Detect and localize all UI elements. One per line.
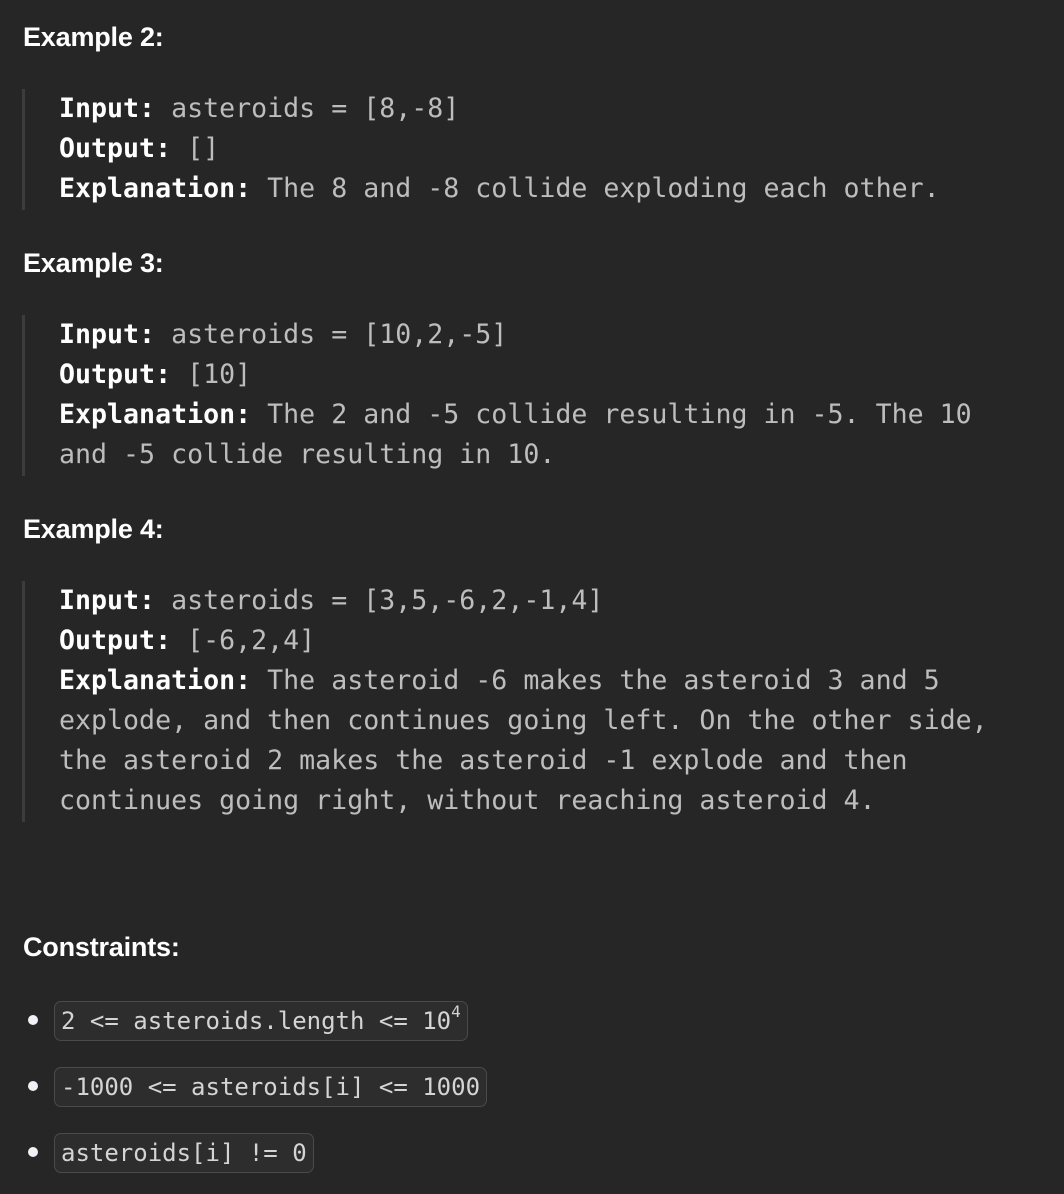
example-4-output-line xyxy=(59,621,1059,661)
input-value: asteroids = [10,2,-5] xyxy=(171,319,508,350)
example-3-output-line xyxy=(59,355,1059,395)
constraints-title: Constraints: xyxy=(23,932,180,962)
output-label: Output: xyxy=(59,359,172,390)
explanation-text: The 2 and -5 collide resulting in -5. The 10 xyxy=(267,399,972,430)
example-2-output-line xyxy=(59,129,1059,169)
example-4-block xyxy=(22,581,1059,822)
explanation-text: The asteroid -6 makes the asteroid 3 and 5 xyxy=(267,665,940,696)
example-3-explanation-line xyxy=(59,395,1059,435)
output-value: [-6,2,4] xyxy=(187,625,316,656)
input-label: Input: xyxy=(59,585,156,616)
explanation-text-continued: explode, and then continues going left. On the other side, xyxy=(59,705,988,736)
constraint-text: 2 <= asteroids.length <= 10 xyxy=(61,1007,452,1035)
input-label: Input: xyxy=(59,319,156,350)
example-3-block xyxy=(22,315,1059,476)
explanation-text: The 8 and -8 collide exploding each other. xyxy=(267,173,940,204)
constraint-code xyxy=(54,1067,487,1107)
constraint-exponent: 4 xyxy=(451,1002,461,1021)
example-4-explanation-line xyxy=(59,661,1059,701)
input-value: asteroids = [3,5,-6,2,-1,4] xyxy=(171,585,604,616)
example-4-title: Example 4: xyxy=(23,514,164,544)
output-label: Output: xyxy=(59,133,172,164)
constraint-text: asteroids[i] != 0 xyxy=(61,1139,307,1167)
constraint-text: -1000 <= asteroids[i] <= 1000 xyxy=(61,1073,481,1101)
example-2-input-line xyxy=(59,89,1059,129)
constraint-code xyxy=(54,1133,314,1173)
example-3-title: Example 3: xyxy=(23,248,164,278)
explanation-label: Explanation: xyxy=(59,399,252,430)
example-2-explanation-line xyxy=(59,169,1059,209)
example-4-input-line xyxy=(59,581,1059,621)
example-2-title: Example 2: xyxy=(23,22,164,52)
input-label: Input: xyxy=(59,93,156,124)
example-3-input-line xyxy=(59,315,1059,355)
explanation-text-continued: continues going right, without reaching asteroid 4. xyxy=(59,785,876,816)
output-label: Output: xyxy=(59,625,172,656)
constraint-code xyxy=(54,1001,468,1041)
bullet-icon xyxy=(28,1081,38,1091)
explanation-label: Explanation: xyxy=(59,173,252,204)
output-value: [] xyxy=(187,133,220,164)
example-2-block xyxy=(22,89,1059,210)
explanation-label: Explanation: xyxy=(59,665,252,696)
explanation-text-continued: the asteroid 2 makes the asteroid -1 explode and then xyxy=(59,745,908,776)
bullet-icon xyxy=(28,1015,38,1025)
explanation-text-continued: and -5 collide resulting in 10. xyxy=(59,439,556,470)
input-value: asteroids = [8,-8] xyxy=(171,93,460,124)
output-value: [10] xyxy=(187,359,252,390)
bullet-icon xyxy=(28,1147,38,1157)
